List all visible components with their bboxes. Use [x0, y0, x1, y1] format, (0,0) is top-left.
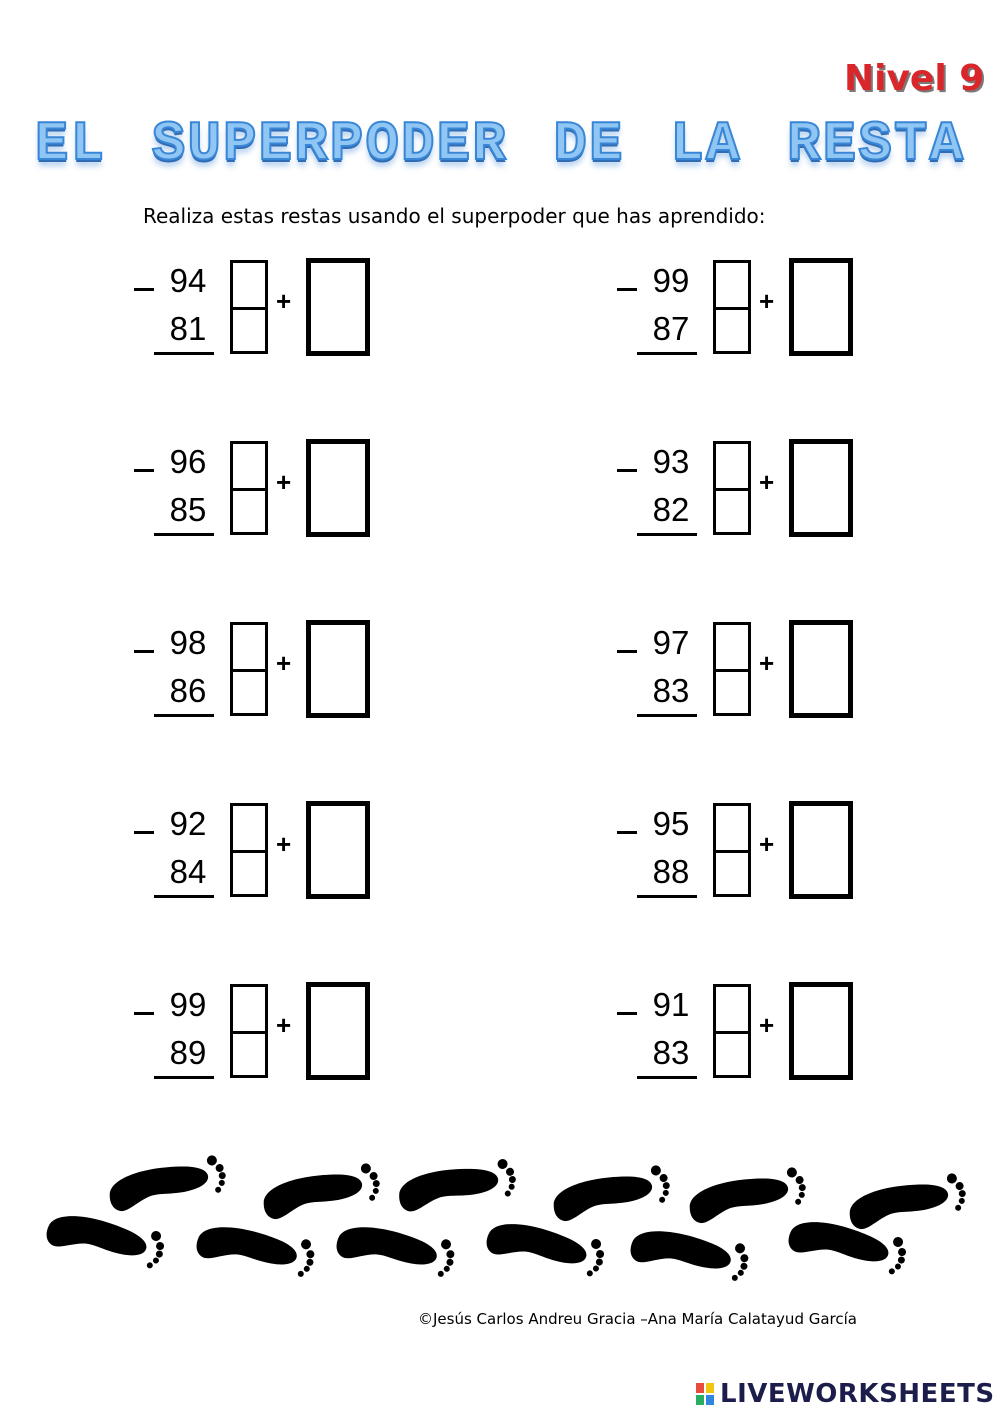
minus-sign: [617, 650, 637, 653]
answer-box[interactable]: [306, 801, 370, 899]
liveworksheets-brand[interactable]: [696, 1376, 995, 1412]
result-line: [154, 352, 214, 355]
plus-sign: +: [276, 286, 292, 316]
minuend: 93: [652, 443, 690, 480]
minuend: 99: [652, 262, 690, 299]
minuend: 96: [169, 443, 207, 480]
subtraction-problem-5: [134, 618, 394, 728]
level-label: Nivel 9: [844, 58, 985, 99]
worksheet-title: EL SUPERPODER DE LA RESTA: [34, 112, 966, 176]
split-answer-box[interactable]: [230, 260, 268, 354]
footprint-icon: [549, 1163, 673, 1225]
minuend: 92: [169, 805, 207, 842]
footprint-icon: [105, 1153, 229, 1215]
split-divider: [716, 1031, 748, 1034]
answer-box[interactable]: [306, 982, 370, 1080]
answer-box[interactable]: [789, 982, 853, 1080]
split-answer-box[interactable]: [230, 622, 268, 716]
result-line: [154, 895, 214, 898]
subtraction-problem-3: [134, 437, 394, 547]
split-divider: [233, 307, 265, 310]
minuend: 94: [169, 262, 207, 299]
result-line: [154, 533, 214, 536]
split-answer-box[interactable]: [713, 260, 751, 354]
footprint-icon: [334, 1221, 457, 1279]
result-line: [637, 714, 697, 717]
split-divider: [716, 488, 748, 491]
subtrahend: 83: [652, 672, 690, 709]
split-divider: [716, 669, 748, 672]
split-answer-box[interactable]: [713, 803, 751, 897]
split-answer-box[interactable]: [230, 984, 268, 1078]
plus-sign: +: [759, 286, 775, 316]
split-divider: [233, 669, 265, 672]
subtraction-problem-7: [134, 799, 394, 909]
answer-box[interactable]: [789, 620, 853, 718]
subtrahend: 86: [169, 672, 207, 709]
answer-box[interactable]: [789, 801, 853, 899]
plus-sign: +: [276, 829, 292, 859]
answer-box[interactable]: [789, 258, 853, 356]
minuend: 99: [169, 986, 207, 1023]
minus-sign: [617, 288, 637, 291]
plus-sign: +: [759, 648, 775, 678]
subtrahend: 82: [652, 491, 690, 528]
plus-sign: +: [759, 1010, 775, 1040]
split-divider: [716, 850, 748, 853]
minus-sign: [134, 1012, 154, 1015]
minus-sign: [617, 1012, 637, 1015]
answer-box[interactable]: [306, 258, 370, 356]
split-answer-box[interactable]: [230, 441, 268, 535]
minus-sign: [134, 831, 154, 834]
result-line: [154, 1076, 214, 1079]
answer-box[interactable]: [306, 620, 370, 718]
minuend: 97: [652, 624, 690, 661]
subtrahend: 88: [652, 853, 690, 890]
plus-sign: +: [759, 467, 775, 497]
result-line: [637, 1076, 697, 1079]
subtrahend: 83: [652, 1034, 690, 1071]
brand-name: LIVEWORKSHEETS: [720, 1379, 995, 1409]
subtraction-problem-10: [617, 980, 877, 1090]
minuend: 91: [652, 986, 690, 1023]
subtraction-problem-9: [134, 980, 394, 1090]
minuend: 98: [169, 624, 207, 661]
subtrahend: 89: [169, 1034, 207, 1071]
subtrahend: 87: [652, 310, 690, 347]
split-answer-box[interactable]: [230, 803, 268, 897]
result-line: [637, 533, 697, 536]
result-line: [154, 714, 214, 717]
footprint-icon: [685, 1165, 809, 1227]
footprint-icon: [845, 1171, 969, 1233]
copyright-text: ©Jesús Carlos Andreu Gracia –Ana María Calatayud García: [418, 1310, 857, 1328]
split-answer-box[interactable]: [713, 441, 751, 535]
minus-sign: [134, 469, 154, 472]
footprint-icon: [396, 1157, 519, 1215]
subtraction-problem-6: [617, 618, 877, 728]
subtrahend: 85: [169, 491, 207, 528]
subtraction-problem-2: [617, 256, 877, 366]
answer-box[interactable]: [306, 439, 370, 537]
footprint-icon: [628, 1225, 751, 1283]
answer-box[interactable]: [789, 439, 853, 537]
plus-sign: +: [759, 829, 775, 859]
plus-sign: +: [276, 648, 292, 678]
split-divider: [233, 850, 265, 853]
subtraction-problem-8: [617, 799, 877, 909]
split-answer-box[interactable]: [713, 984, 751, 1078]
footprint-icon: [484, 1217, 608, 1279]
split-divider: [233, 1031, 265, 1034]
minus-sign: [617, 831, 637, 834]
split-answer-box[interactable]: [713, 622, 751, 716]
split-divider: [716, 307, 748, 310]
footprint-icon: [194, 1221, 317, 1279]
plus-sign: +: [276, 1010, 292, 1040]
liveworksheets-logo-icon: [696, 1383, 714, 1405]
minus-sign: [134, 288, 154, 291]
footprints-icon: [40, 1150, 970, 1290]
minus-sign: [617, 469, 637, 472]
result-line: [637, 352, 697, 355]
minus-sign: [134, 650, 154, 653]
split-divider: [233, 488, 265, 491]
minuend: 95: [652, 805, 690, 842]
footprint-icon: [259, 1161, 383, 1223]
plus-sign: +: [276, 467, 292, 497]
result-line: [637, 895, 697, 898]
subtrahend: 81: [169, 310, 207, 347]
instructions-text: Realiza estas restas usando el superpoder que has aprendido:: [143, 204, 766, 228]
subtraction-problem-1: [134, 256, 394, 366]
footprint-icon: [44, 1209, 168, 1271]
subtraction-problem-4: [617, 437, 877, 547]
subtrahend: 84: [169, 853, 207, 890]
footprint-icon: [786, 1215, 910, 1277]
